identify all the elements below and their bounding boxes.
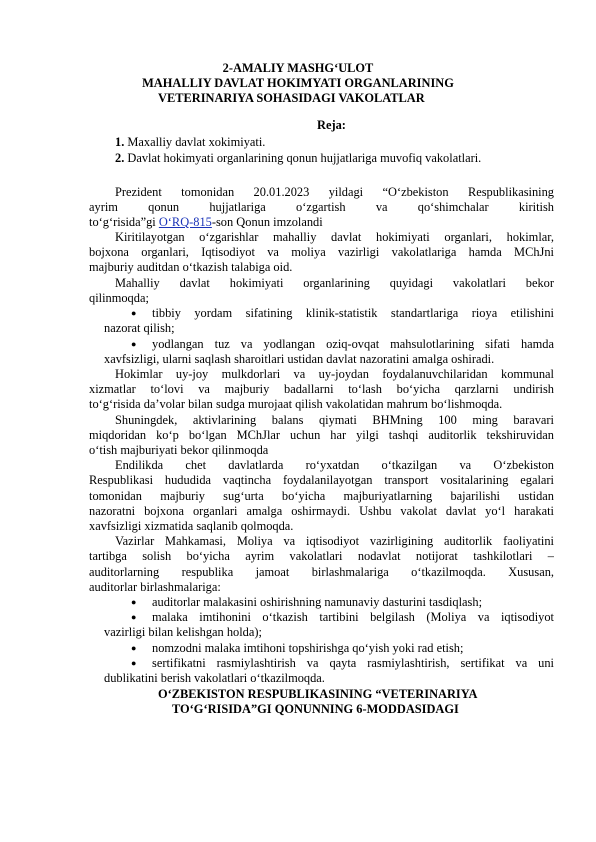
bullet-icon: ● [131,308,137,318]
title-line-1: 2-AMALIY MASHG‘ULOT [222,61,374,75]
section-heading-line-1: O‘ZBEKISTON RESPUBLIKASINING “VETERINARIYA [158,687,478,701]
bullet-line: dublikatini berish vakolatlari o‘tkazilmoqda. [104,671,325,685]
bullet-line: yodlangan tuz va yodlangan oziq-ovqat mahsulotlarining sifati hamda [152,337,554,351]
plan-item-number: 1. [115,135,125,149]
bullet-line: xavfsizligi, ularni saqlash sharoitlari ustidan davlat nazoratini amalga oshiradi. [104,352,495,366]
bullet-line: tibbiy yordam sifatining klinik-statistik standartlariga rioya etilishini [152,306,554,320]
bullet-icon: ● [131,339,137,349]
paragraph-line: Vazirlar Mahkamasi, Moliya va iqtisodiyot vazirligining auditorlik faoliyatini [115,534,554,548]
paragraph-line: bojxona organlari, Iqtisodiyot va moliya vazirligi vakolatlariga hamda MChJni [89,245,554,259]
law-link[interactable]: O‘RQ-815 [158,215,212,229]
paragraph-text: -son Qonun imzolandi [211,215,323,229]
bullet-line: nazorat qilish; [104,321,175,335]
bullet-line: sertifikatni rasmiylashtirish va qayta rasmiylashtirish, sertifikat va uni [152,656,554,670]
bullet-line: vazirligi bilan kelishgan holda); [104,625,262,639]
plan-item-text: Davlat hokimyati organlarining qonun hujjatlariga muvofiq vakolatlari. [124,151,482,165]
bullet-icon: ● [131,597,137,607]
bullet-line: auditorlar malakasini oshirishning namunaviy dasturini tasdiqlash; [152,595,483,609]
bullet-line: malaka imtihonini o‘tkazish tartibini belgilash (Moliya va iqtisodiyot [152,610,554,624]
section-heading-line-2: TO‘G‘RISIDA”GI QONUNNING 6-MODDASIDAGI [172,702,459,716]
paragraph-line: xavfsizligi xizmatida saqlanib qolmoqda. [89,519,294,533]
paragraph-line: to‘g‘risida da’volar bilan sudga murojaat qilish vakolatidan mahrum bo‘lishmoqda. [89,397,503,411]
paragraph-line: Respublikasi hududida vaqtincha foydalanilayotgan transport vositalarining egalari [89,473,554,487]
plan-item-1 [115,135,265,150]
paragraph-line: miqdoridan ko‘p bo‘lgan MChJlar uchun har yilgi tashqi auditorlik tekshiruvidan [89,428,554,442]
paragraph-line: xizmatlar to‘lovi va majburiy badallarni to‘lash bo‘yicha qarzlarni undirish [89,382,554,396]
plan-item-number: 2. [115,151,125,165]
paragraph-line: Mahalliy davlat hokimiyati organlarining quyidagi vakolatlari bekor [115,276,554,290]
bullet-icon: ● [131,643,137,653]
bullet-line: nomzodni malaka imtihoni topshirishga qo‘yish yoki rad etish; [152,641,464,655]
paragraph-line: ayrim qonun hujjatlariga o‘zgartish va qo‘shimchalar kiritish [89,200,554,214]
paragraph-line: o‘tish majburiyati bekor qilinmoqda [89,443,269,457]
paragraph-line: tomonidan majburiy sug‘urta bo‘yicha majburiyatlarning bajarilishi ustidan [89,489,554,503]
paragraph-line: qilinmoqda; [89,291,149,305]
title-line-2: MAHALLIY DAVLAT HOKIMYATI ORGANLARINING [142,76,454,90]
paragraph-line: tartibga solish bo‘yicha ayrim vakolatlari nodavlat notijorat tashkilotlari – [89,549,554,563]
paragraph-line: nazoratni bojxona organlari amalga oshirmaydi. Ushbu vakolat davlat yo‘l harakati [89,504,554,518]
paragraph-line: Prezident tomonidan 20.01.2023 yildagi “O‘zbekiston Respublikasining [115,185,554,199]
plan-item-2 [115,151,481,166]
paragraph-line: Hokimlar uy-joy mulkdorlari va uy-joydan foydalanuvchilaridan kommunal [115,367,554,381]
paragraph-text: to‘g‘risida”gi [89,215,159,229]
plan-heading: Reja: [317,118,346,132]
paragraph-line: Endilikda chet davlatlarda ro‘yxatdan o‘tkazilgan va O‘zbekiston [115,458,554,472]
paragraph-line: majburiy auditdan o‘tkazish talabiga oid. [89,260,293,274]
paragraph-line: Shuningdek, aktivlarining balans qiymati BHMning 100 ming baravari [115,413,554,427]
title-line-3: VETERINARIYA SOHASIDAGI VAKOLATLAR [158,91,425,105]
paragraph-line: Kiritilayotgan o‘zgarishlar mahalliy davlat hokimiyati organlari, hokimlar, [115,230,554,244]
paragraph-line: auditorlar birlashmalariga: [89,580,221,594]
bullet-icon: ● [131,658,137,668]
plan-item-text: Maxalliy davlat xokimiyati. [124,135,266,149]
bullet-icon: ● [131,612,137,622]
paragraph-line [89,215,323,230]
paragraph-line: auditorlarning respublika jamoat birlashmalariga o‘tkazilmoqda. Xususan, [89,565,554,579]
